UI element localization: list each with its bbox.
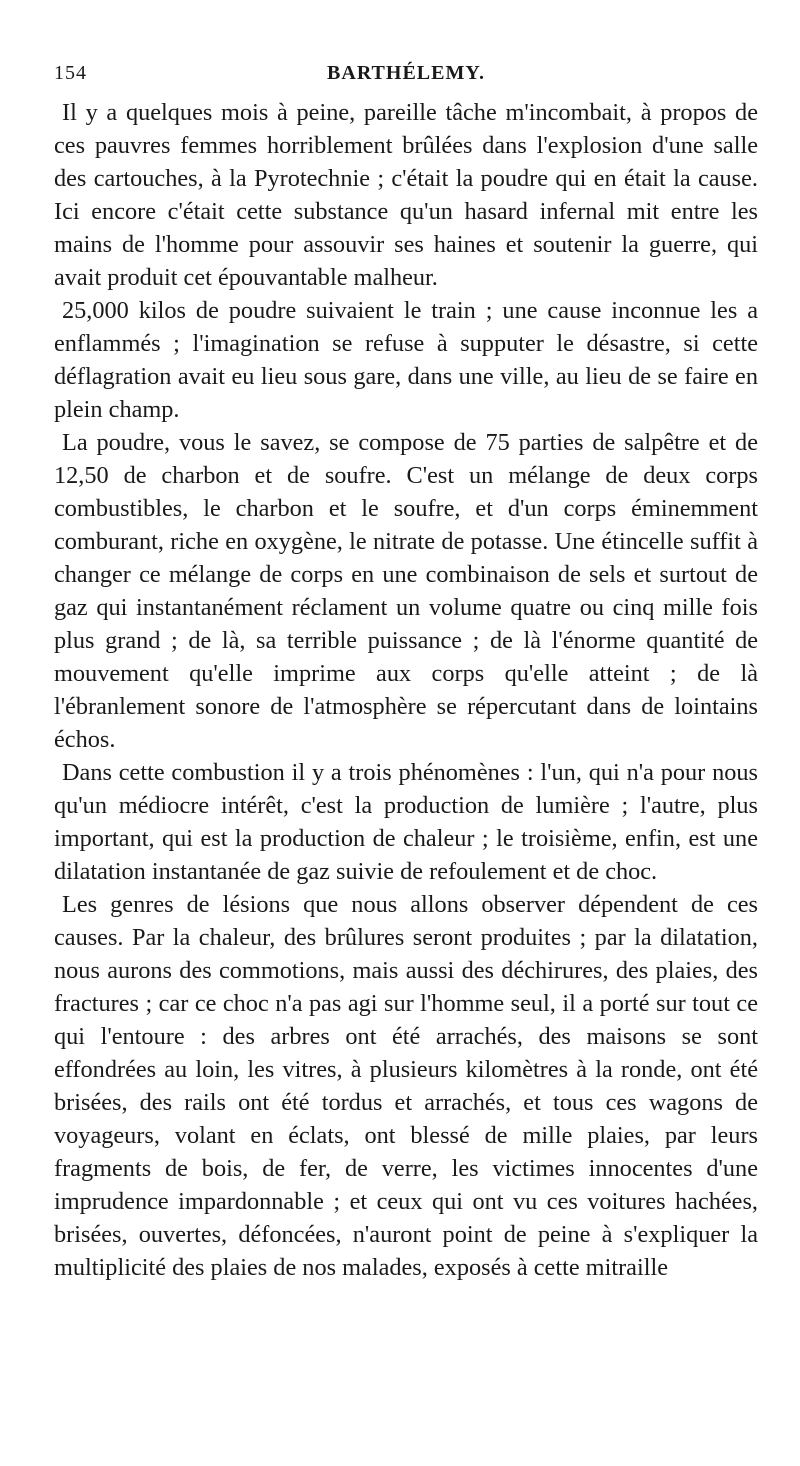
body-text [54,96,758,1284]
paragraph: Les genres de lésions que nous allons observer dépendent de ces causes. Par la chaleur, des brûlures seront produites ; par la dilatation, nous aurons des commotions, mais aussi des déchirures, des plaies, des fractures ; car ce choc n'a pas agi sur l'homme seul, il a porté sur tout ce qui l'entoure : des arbres ont été arrachés, des maisons se sont effondrées au loin, les vitres, à plusieurs kilomètres à la ronde, ont été brisées, des rails ont été tordus et arrachés, et tous ces wagons de voyageurs, volant en éclats, ont blessé de mille plaies, par leurs fragments de bois, de fer, de verre, les victimes innocentes d'une imprudence impardonnable ; et ceux qui ont vu ces voitures hachées, brisées, ouvertes, défoncées, n'auront point de peine à s'expliquer la multiplicité des plaies de nos malades, exposés à cette mitraille [54,891,758,1281]
book-page [54,62,758,1284]
paragraph: La poudre, vous le savez, se compose de 75 parties de salpêtre et de 12,50 de charbon et de soufre. C'est un mélange de deux corps combustibles, le charbon et le soufre, et d'un corps éminemment comburant, riche en oxygène, le nitrate de potasse. Une étincelle suffit à changer ce mélange de corps en une combinaison de sels et surtout de gaz qui instantanément réclament un volume quatre ou cinq mille fois plus grand ; de là, sa terrible puissance ; de là l'énorme quantité de mouvement qu'elle imprime aux corps qu'elle atteint ; de là l'ébranlement sonore de l'atmosphère se répercutant dans de lointains échos. [54,429,758,753]
paragraph: Il y a quelques mois à peine, pareille tâche m'incombait, à propos de ces pauvres femmes horriblement brûlées dans l'explosion d'une salle des cartouches, à la Pyrotechnie ; c'était la poudre qui en était la cause. Ici encore c'était cette substance qu'un hasard infernal mit entre les mains de l'homme pour assouvir ses haines et soutenir la guerre, qui avait produit cet épouvantable malheur. [54,99,758,291]
paragraph: Dans cette combustion il y a trois phénomènes : l'un, qui n'a pour nous qu'un médiocre intérêt, c'est la production de lumière ; l'autre, plus important, qui est la production de chaleur ; le troisième, enfin, est une dilatation instantanée de gaz suivie de refoulement et de choc. [54,759,758,885]
paragraph: 25,000 kilos de poudre suivaient le train ; une cause inconnue les a enflammés ; l'imagination se refuse à supputer le désastre, si cette déflagration avait eu lieu sous gare, dans une ville, au lieu de se faire en plein champ. [54,297,758,423]
page-number: 154 [54,62,87,84]
running-title: BARTHÉLEMY. [327,62,485,84]
running-head [54,62,758,96]
